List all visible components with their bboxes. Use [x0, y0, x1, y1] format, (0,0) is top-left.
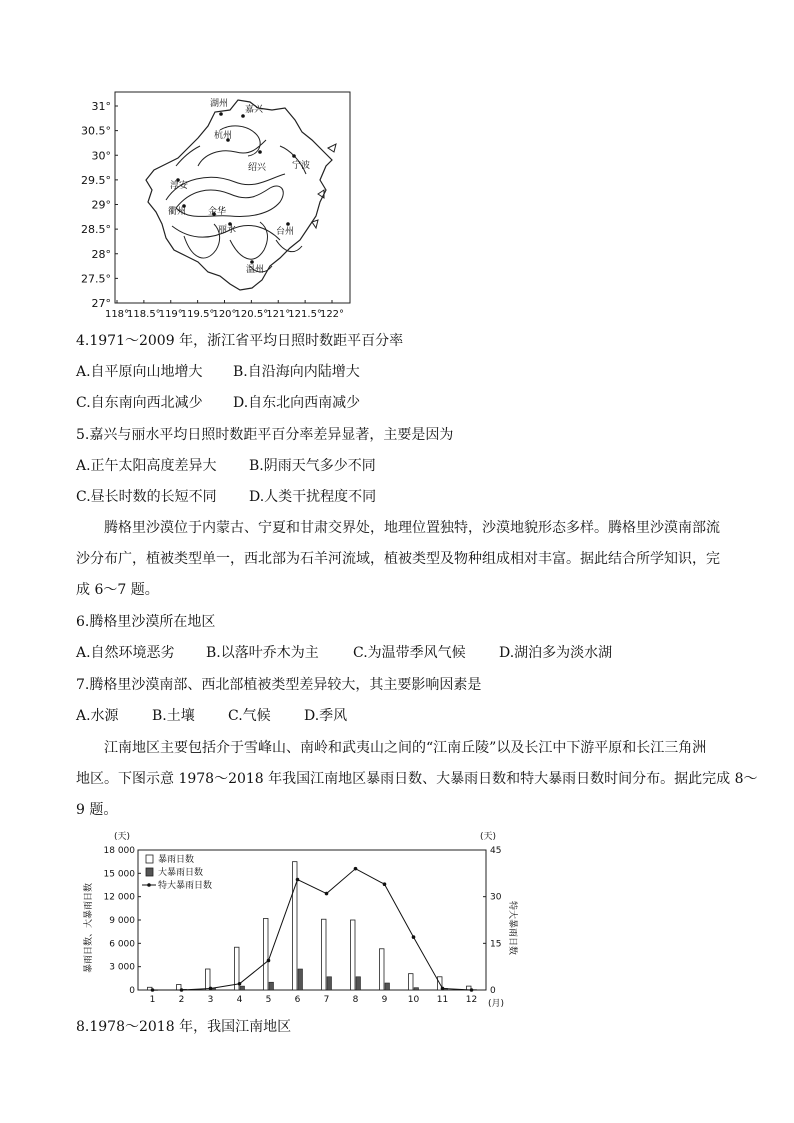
city-label: 台州 [276, 227, 295, 237]
map-lon-label: 121° [266, 309, 291, 320]
city-label: 淳安 [170, 181, 189, 191]
point-extreme-rain-days [267, 959, 271, 963]
bar-heavy-rain-days [322, 919, 327, 990]
bar-heavy-rain-days [264, 918, 269, 990]
passage-1-line-3: 成 6～7 题。 [76, 582, 159, 598]
x-axis-tick-label: 6 [294, 995, 301, 1005]
city-label: 温州 [246, 265, 265, 275]
legend-swatch-very-heavy-rain [146, 868, 153, 876]
map-lat-label: 29.5° [81, 173, 111, 187]
left-axis-tick-label: 9 000 [109, 916, 135, 926]
q6-option-d[interactable]: D.湖泊多为淡水湖 [499, 645, 613, 661]
x-axis-tick-label: 8 [352, 995, 359, 1005]
city-label: 宁波 [292, 161, 311, 171]
question-4-stem: 4.1971～2009 年，浙江省平均日照时数距平百分率 [76, 333, 404, 349]
q4-option-b[interactable]: B.自沿海向内陆增大 [233, 364, 360, 380]
bar-very-heavy-rain-days [298, 969, 303, 990]
map-lat-label: 29° [91, 198, 111, 212]
q4-option-c[interactable]: C.自东南向西北减少 [76, 395, 203, 411]
point-extreme-rain-days [180, 988, 184, 992]
bar-very-heavy-rain-days [385, 983, 390, 990]
left-axis-tick-label: 12 000 [103, 892, 135, 903]
city-label: 湖州 [210, 99, 229, 109]
right-axis-tick-label: 15 [490, 939, 502, 950]
x-axis-tick-label: 3 [207, 995, 214, 1005]
question-7-stem: 7.腾格里沙漠南部、西北部植被类型差异较大，其主要影响因素是 [76, 677, 482, 693]
map-lon-label: 120° [212, 309, 237, 320]
bar-very-heavy-rain-days [269, 982, 274, 990]
legend-label: 大暴雨日数 [158, 868, 204, 878]
legend-label: 特大暴雨日数 [158, 881, 213, 891]
right-axis-tick-label: 30 [490, 892, 502, 903]
x-axis-tick-label: 12 [465, 995, 478, 1005]
left-axis-unit: (天) [114, 832, 131, 842]
city-label: 丽水 [218, 225, 237, 235]
q5-option-c[interactable]: C.昼长时数的长短不同 [76, 489, 217, 505]
q7-option-a[interactable]: A.水源 [76, 708, 119, 724]
x-axis-tick-label: 11 [436, 995, 449, 1005]
passage-1-line-2: 沙分布广，植被类型单一，西北部为石羊河流域，植被类型及物种组成相对丰富。据此结合所学知识，完 [76, 551, 720, 567]
point-extreme-rain-days [209, 987, 213, 991]
left-axis-tick-label: 15 000 [103, 869, 135, 880]
point-extreme-rain-days [354, 867, 358, 871]
x-axis-tick-label: 10 [407, 995, 420, 1005]
q4-option-a[interactable]: A.自平原向山地增大 [76, 364, 203, 380]
q4-option-d[interactable]: D.自东北向西南减少 [233, 395, 361, 411]
q5-option-d[interactable]: D.人类干扰程度不同 [249, 489, 377, 505]
q5-option-b[interactable]: B.阴雨天气多少不同 [249, 458, 376, 474]
question-6-stem: 6.腾格里沙漠所在地区 [76, 614, 216, 630]
x-axis-tick-label: 7 [323, 995, 330, 1005]
point-extreme-rain-days [296, 878, 300, 882]
x-axis-tick-label: 5 [265, 995, 272, 1005]
map-lon-label: 122° [319, 309, 345, 320]
chart-legend [142, 853, 212, 891]
left-axis-tick-label: 3 000 [109, 962, 135, 973]
left-axis-label: 暴雨日数、大暴雨日数 [84, 882, 94, 974]
point-extreme-rain-days [238, 982, 242, 986]
left-axis-tick-label: 0 [129, 986, 135, 996]
right-axis-tick-label: 0 [490, 986, 496, 996]
map-lon-label: 119.5° [180, 309, 215, 320]
point-extreme-rain-days [325, 892, 329, 896]
q7-option-d[interactable]: D.季风 [304, 708, 348, 724]
map-lat-label: 28° [91, 247, 111, 261]
right-axis-unit: (天) [480, 832, 497, 842]
point-extreme-rain-days [441, 987, 445, 991]
point-extreme-rain-days [151, 988, 155, 992]
bar-heavy-rain-days [380, 949, 385, 990]
city-label: 杭州 [214, 131, 233, 141]
q6-option-a[interactable]: A.自然环境恶劣 [76, 645, 175, 661]
right-axis-tick-label: 45 [490, 846, 502, 856]
legend-swatch-heavy-rain [146, 855, 153, 863]
point-extreme-rain-days [412, 935, 416, 939]
map-lat-label: 27.5° [81, 272, 111, 286]
map-lon-label: 119° [158, 309, 183, 320]
point-extreme-rain-days [470, 988, 474, 992]
x-axis-tick-label: 9 [381, 995, 388, 1005]
map-lat-label: 28.5° [81, 223, 111, 237]
map-lon-label: 118.5° [127, 309, 161, 320]
q6-option-b[interactable]: B.以落叶乔木为主 [206, 645, 319, 661]
passage-1-line-1: 腾格里沙漠位于内蒙古、宁夏和甘肃交界处，地理位置独特，沙漠地貌形态多样。腾格里沙漠南部流 [104, 520, 720, 536]
map-lat-label: 30° [91, 149, 111, 163]
bar-heavy-rain-days [206, 969, 211, 990]
right-axis-label: 特大暴雨日数 [507, 900, 517, 956]
map-lon-label: 120.5° [234, 309, 269, 320]
passage-2-line-2: 地区。下图示意 1978～2018 年我国江南地区暴雨日数、大暴雨日数和特大暴雨日数时间分布。据此完成 8～ [76, 771, 758, 787]
x-axis-tick-label: 2 [178, 995, 185, 1005]
rainstorm-days-chart [78, 828, 518, 1010]
question-8-stem: 8.1978～2018 年，我国江南地区 [76, 1019, 292, 1035]
q6-option-c[interactable]: C.为温带季风气候 [353, 645, 466, 661]
map-lat-label: 31° [91, 100, 111, 113]
bar-very-heavy-rain-days [240, 986, 245, 990]
legend-label: 暴雨日数 [158, 855, 195, 865]
question-5-stem: 5.嘉兴与丽水平均日照时数距平百分率差异显著，主要是因为 [76, 427, 454, 443]
map-lon-label: 121.5° [288, 309, 322, 320]
zhejiang-sunshine-contour-map [80, 90, 362, 322]
province-outline [146, 100, 332, 290]
contour-lines [166, 126, 306, 272]
city-label: 嘉兴 [245, 105, 264, 115]
left-axis-tick-label: 6 000 [109, 939, 135, 950]
bar-very-heavy-rain-days [327, 977, 332, 990]
x-axis-tick-label: 4 [236, 995, 243, 1005]
bar-heavy-rain-days [409, 974, 414, 990]
q7-option-b[interactable]: B.土壤 [152, 708, 195, 724]
x-axis-unit: (月) [488, 999, 505, 1009]
map-lon-label: 118° [104, 309, 130, 320]
city-label: 衢州 [168, 207, 187, 217]
map-lat-label: 27° [91, 297, 111, 310]
map-lat-label: 30.5° [81, 124, 111, 138]
q7-option-c[interactable]: C.气候 [228, 708, 271, 724]
bar-very-heavy-rain-days [414, 988, 419, 990]
bar-very-heavy-rain-days [356, 977, 361, 990]
passage-2-line-3: 9 题。 [76, 802, 118, 818]
left-axis-tick-label: 18 000 [103, 846, 135, 856]
point-extreme-rain-days [383, 882, 387, 886]
city-label: 绍兴 [248, 163, 267, 173]
x-axis-tick-label: 1 [149, 995, 156, 1005]
bar-heavy-rain-days [351, 920, 356, 990]
passage-2-line-1: 江南地区主要包括介于雪峰山、南岭和武夷山之间的“江南丘陵”以及长江中下游平原和长江三角洲 [104, 740, 707, 756]
q5-option-a[interactable]: A.正午太阳高度差异大 [76, 458, 217, 474]
city-label: 金华 [208, 207, 227, 217]
